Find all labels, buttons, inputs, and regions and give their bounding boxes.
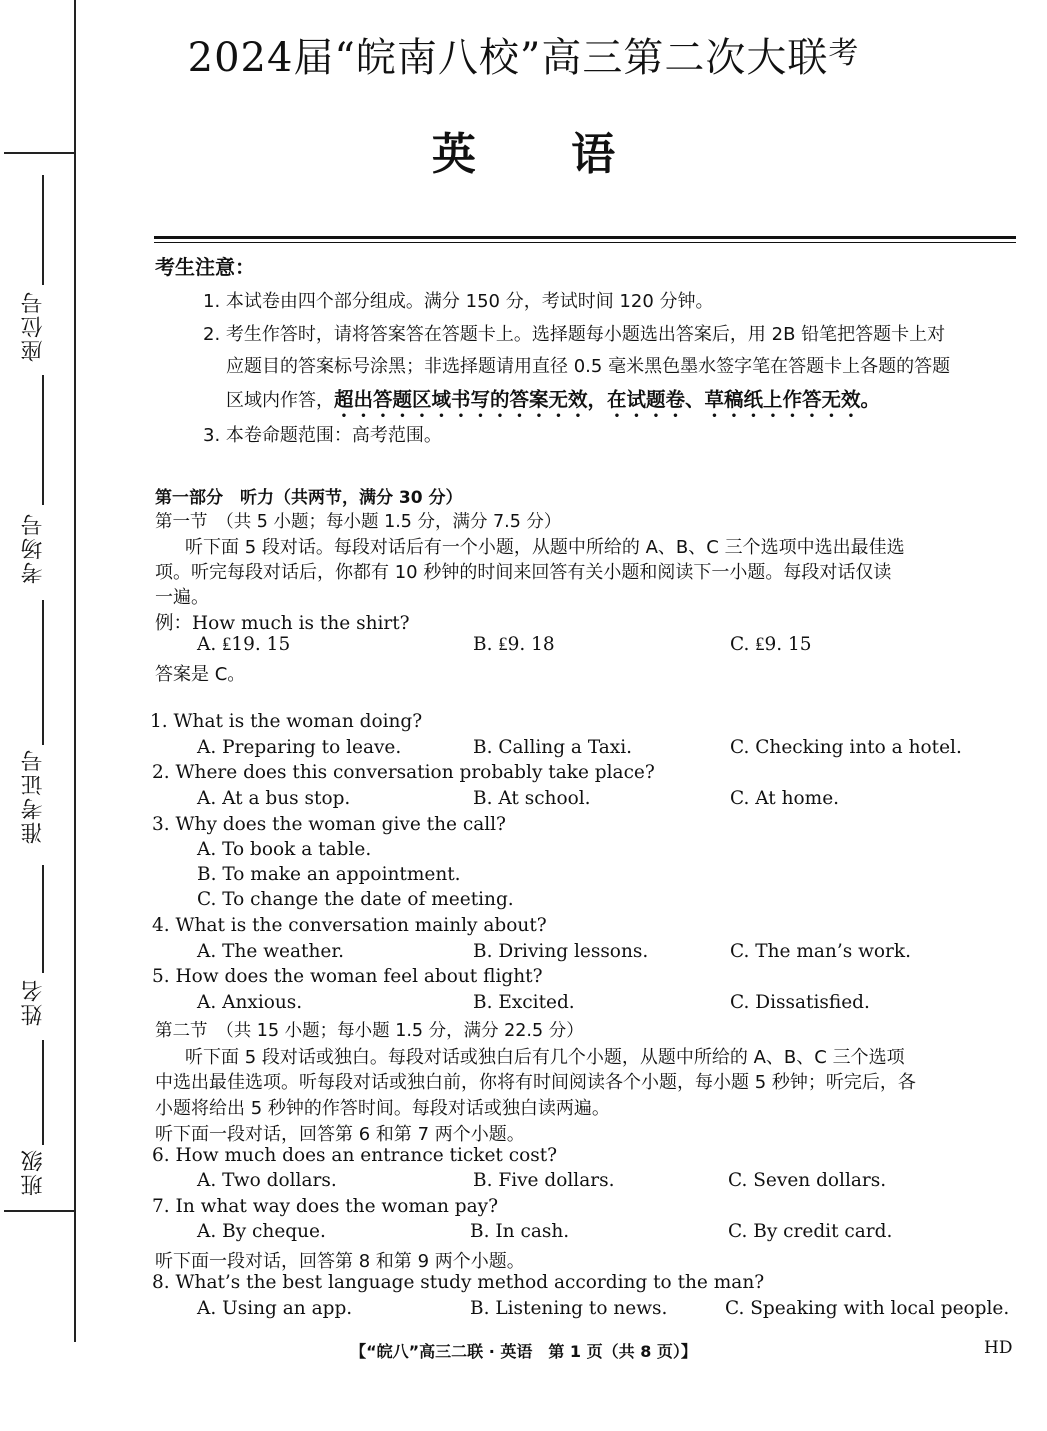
notice-item-2b: 应题目的答案标号涂黑；非选择题请用直径 0.5 毫米黑色墨水签字笔在答题卡上各题的答题 [226,356,951,377]
section1-heading: 第一节 （共 5 小题；每小题 1.5 分，满分 7.5 分） [155,512,562,532]
exam-title-tail: 考 [828,36,860,71]
q7-option-b: B. In cash. [470,1221,570,1242]
example-option-b: B. ₤9. 18 [473,634,555,655]
name-label: 姓名 [21,978,46,1026]
notice-item-3: 3. 本卷命题范围：高考范围。 [203,425,442,446]
header-rule-thin [154,242,1016,243]
section2-instruction-b: 中选出最佳选项。听每段对话或独白前，你将有时间阅读各个小题，每小题 5 秒钟；听完后，各 [155,1072,916,1093]
subject-title: 英 语 [431,129,616,180]
q2-option-c: C. At home. [730,788,840,809]
q1-option-b: B. Calling a Taxi. [473,737,633,758]
question-8: 8. What’s the best language study method according to the man? [152,1272,765,1293]
q2-option-b: B. At school. [473,788,591,809]
example-option-a: A. ₤19. 15 [197,634,291,655]
question-7: 7. In what way does the woman pay? [152,1196,498,1217]
section1-instruction-a: 听下面 5 段对话。每段对话后有一个小题，从题中所给的 A、B、C 三个选项中选出最佳选 [185,537,905,558]
question-2: 2. Where does this conversation probably take place? [152,762,655,783]
q4-option-b: B. Driving lessons. [473,941,649,962]
q6-option-c: C. Seven dollars. [728,1170,887,1191]
header-rule [154,236,1016,239]
notice-item-2c-text: 区域内作答， [226,390,334,411]
q6-option-a: A. Two dollars. [197,1170,337,1191]
example-question: 例：How much is the shirt? [155,613,410,634]
footer-code: HD [984,1338,1013,1358]
q4-option-c: C. The man’s work. [730,941,911,962]
section1-instruction-b: 项。听完每段对话后，你都有 10 秒钟的时间来回答有关小题和阅读下一小题。每段对话仅读 [155,562,892,583]
exam-title-main: 2024届“皖南八校”高三第二次大联 [187,35,829,81]
q6-option-b: B. Five dollars. [473,1170,615,1191]
question-5: 5. How does the woman feel about flight? [152,966,543,987]
page-footer: 【“皖八”高三二联 · 英语 第 1 页（共 8 页）】 [350,1342,697,1361]
class-field-line [42,1040,44,1145]
notice-heading: 考生注意： [155,255,255,279]
question-4: 4. What is the conversation mainly about? [152,915,547,936]
q3-option-b: B. To make an appointment. [197,864,461,885]
exam-title [0,26,1047,83]
section1-instruction-c: 一遍。 [155,587,209,608]
ticket-field-line [42,600,44,745]
section2-heading: 第二节 （共 15 小题；每小题 1.5 分，满分 22.5 分） [155,1021,584,1041]
q3-option-a: A. To book a table. [197,839,372,860]
q1-option-a: A. Preparing to leave. [197,737,402,758]
room-field-line [42,375,44,505]
lead-q8-q9: 听下面一段对话，回答第 8 和第 9 两个小题。 [155,1251,525,1272]
q8-option-b: B. Listening to news. [470,1298,668,1319]
question-3: 3. Why does the woman give the call? [152,814,506,835]
question-6: 6. How much does an entrance ticket cost? [152,1145,558,1166]
section2-instruction-a: 听下面 5 段对话或独白。每段对话或独白后有几个小题，从题中所给的 A、B、C 三个选项 [185,1047,905,1068]
q3-option-c: C. To change the date of meeting. [197,889,514,910]
seat-label: 座位号 [21,290,46,362]
notice-emphasis: 超出答题区域书写的答案无效，在试题卷、草稿纸上作答无效。 [334,388,881,411]
seat-field-line [42,175,44,285]
ticket-label: 准考证号 [21,748,46,844]
notice-item-1: 1. 本试卷由四个部分组成。满分 150 分，考试时间 120 分钟。 [203,291,714,312]
q4-option-a: A. The weather. [197,941,345,962]
lead-q6-q7: 听下面一段对话，回答第 6 和第 7 两个小题。 [155,1124,525,1145]
section2-instruction-c: 小题将给出 5 秒钟的作答时间。每段对话或独白读两遍。 [155,1098,610,1119]
part1-heading: 第一部分 听力（共两节，满分 30 分） [155,488,463,508]
binding-tick [4,1210,74,1212]
notice-item-2c [226,384,880,422]
q5-option-b: B. Excited. [473,992,575,1013]
question-1: 1. What is the woman doing? [150,711,423,732]
name-field-line [42,865,44,973]
q8-option-a: A. Using an app. [197,1298,353,1319]
example-option-c: C. ₤9. 15 [730,634,812,655]
q5-option-c: C. Dissatisfied. [730,992,870,1013]
class-label: 班级 [21,1148,46,1196]
notice-item-2a: 2. 考生作答时，请将答案答在答题卡上。选择题每小题选出答案后，用 2B 铅笔把答题卡上对 [203,324,946,345]
room-label: 考场号 [21,512,46,584]
example-answer: 答案是 C。 [155,664,246,685]
q8-option-c: C. Speaking with local people. [725,1298,1010,1319]
binding-line [74,0,76,1342]
q7-option-a: A. By cheque. [197,1221,326,1242]
q1-option-c: C. Checking into a hotel. [730,737,962,758]
q7-option-c: C. By credit card. [728,1221,893,1242]
q5-option-a: A. Anxious. [197,992,303,1013]
q2-option-a: A. At a bus stop. [197,788,351,809]
